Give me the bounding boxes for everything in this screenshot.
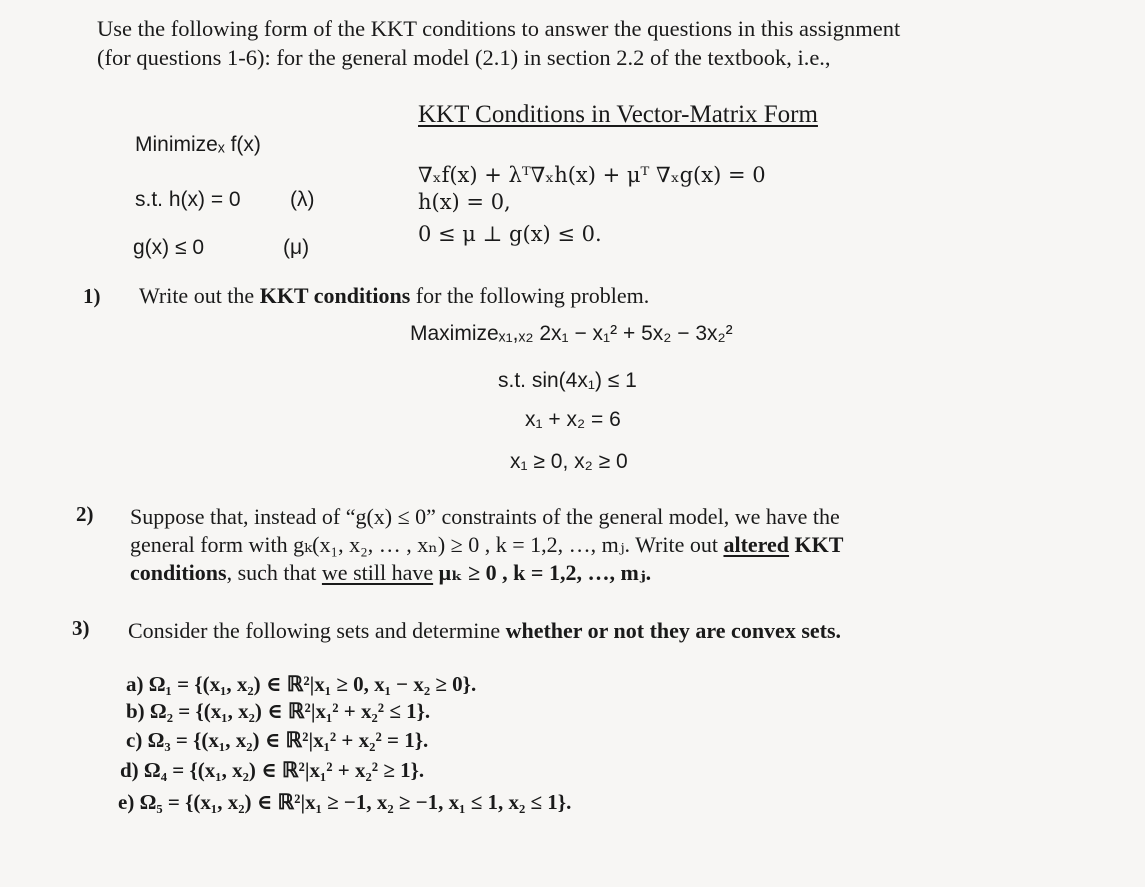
model-objective: Minimizeₓ f(x) [135, 133, 261, 156]
intro-paragraph [97, 14, 900, 72]
kkt-feasibility: h(x) = 0, [418, 190, 511, 214]
model-ineq-multiplier: (μ) [283, 236, 310, 259]
question-1-text-bold: KKT conditions [259, 283, 411, 308]
model-eq-multiplier: (λ) [290, 188, 315, 211]
question-2-kkt: KKT [789, 532, 844, 557]
question-3-number: 3) [72, 616, 90, 640]
question-1-text [139, 282, 649, 310]
question-2-still-have: we still have [321, 560, 434, 585]
question-3-text-bold: whether or not they are convex sets. [505, 618, 842, 643]
question-2-altered: altered [723, 532, 790, 557]
intro-line-2: (for questions 1-6): for the general model (2.1) in section 2.2 of the textbook, i.e., [97, 45, 831, 70]
set-c: c) Ω₃ = {(x₁, x₂) ∈ ℝ²|x₁² + x₂² = 1}. [126, 728, 429, 752]
question-2-conditions: conditions [130, 560, 227, 585]
kkt-complementarity: 0 ≤ μ ⊥ g(x) ≤ 0. [418, 222, 602, 246]
question-1-constraint-1: s.t. sin(4x₁) ≤ 1 [498, 369, 637, 392]
question-1-constraint-3: x₁ ≥ 0, x₂ ≥ 0 [510, 450, 628, 473]
question-3-text [128, 617, 841, 645]
intro-line-1: Use the following form of the KKT conditions to answer the questions in this assignment [97, 16, 901, 41]
model-ineq-constraint: g(x) ≤ 0 [133, 236, 205, 259]
question-2-line-2 [130, 531, 843, 559]
kkt-title: KKT Conditions in Vector-Matrix Form [418, 101, 818, 128]
question-2-line-2-pre: general form with gₖ(x₁, x₂, … , xₙ) ≥ 0 , k = 1,2, …, mⱼ. Write out [130, 532, 724, 557]
set-b: b) Ω₂ = {(x₁, x₂) ∈ ℝ²|x₁² + x₂² ≤ 1}. [126, 699, 431, 723]
question-2-number: 2) [76, 502, 94, 526]
question-1-constraint-2: x₁ + x₂ = 6 [525, 408, 621, 431]
set-e: e) Ω₅ = {(x₁, x₂) ∈ ℝ²|x₁ ≥ −1, x₂ ≥ −1, x₁ ≤ 1, x₂ ≤ 1}. [118, 790, 572, 814]
question-2-line-3-mid: , such that [226, 560, 322, 585]
question-1-objective: Maximizeₓ₁,ₓ₂ 2x₁ − x₁² + 5x₂ − 3x₂² [410, 322, 733, 345]
kkt-stationarity: ∇ₓf(x) + λᵀ∇ₓh(x) + μᵀ ∇ₓg(x) = 0 [418, 163, 766, 187]
question-3-text-pre: Consider the following sets and determine [128, 618, 506, 643]
question-1-text-pre: Write out the [139, 283, 260, 308]
set-d: d) Ω₄ = {(x₁, x₂) ∈ ℝ²|x₁² + x₂² ≥ 1}. [120, 758, 425, 782]
question-2-line-3 [130, 559, 651, 587]
question-1-text-post: for the following problem. [410, 283, 650, 308]
question-1-number: 1) [83, 284, 101, 308]
set-a: a) Ω₁ = {(x₁, x₂) ∈ ℝ²|x₁ ≥ 0, x₁ − x₂ ≥ 0}. [126, 672, 477, 696]
question-2-line-1: Suppose that, instead of “g(x) ≤ 0” constraints of the general model, we have the [130, 504, 840, 529]
model-eq-constraint: s.t. h(x) = 0 [135, 188, 241, 211]
question-2-mu-condition: μₖ ≥ 0 , k = 1,2, …, mⱼ. [433, 560, 652, 585]
